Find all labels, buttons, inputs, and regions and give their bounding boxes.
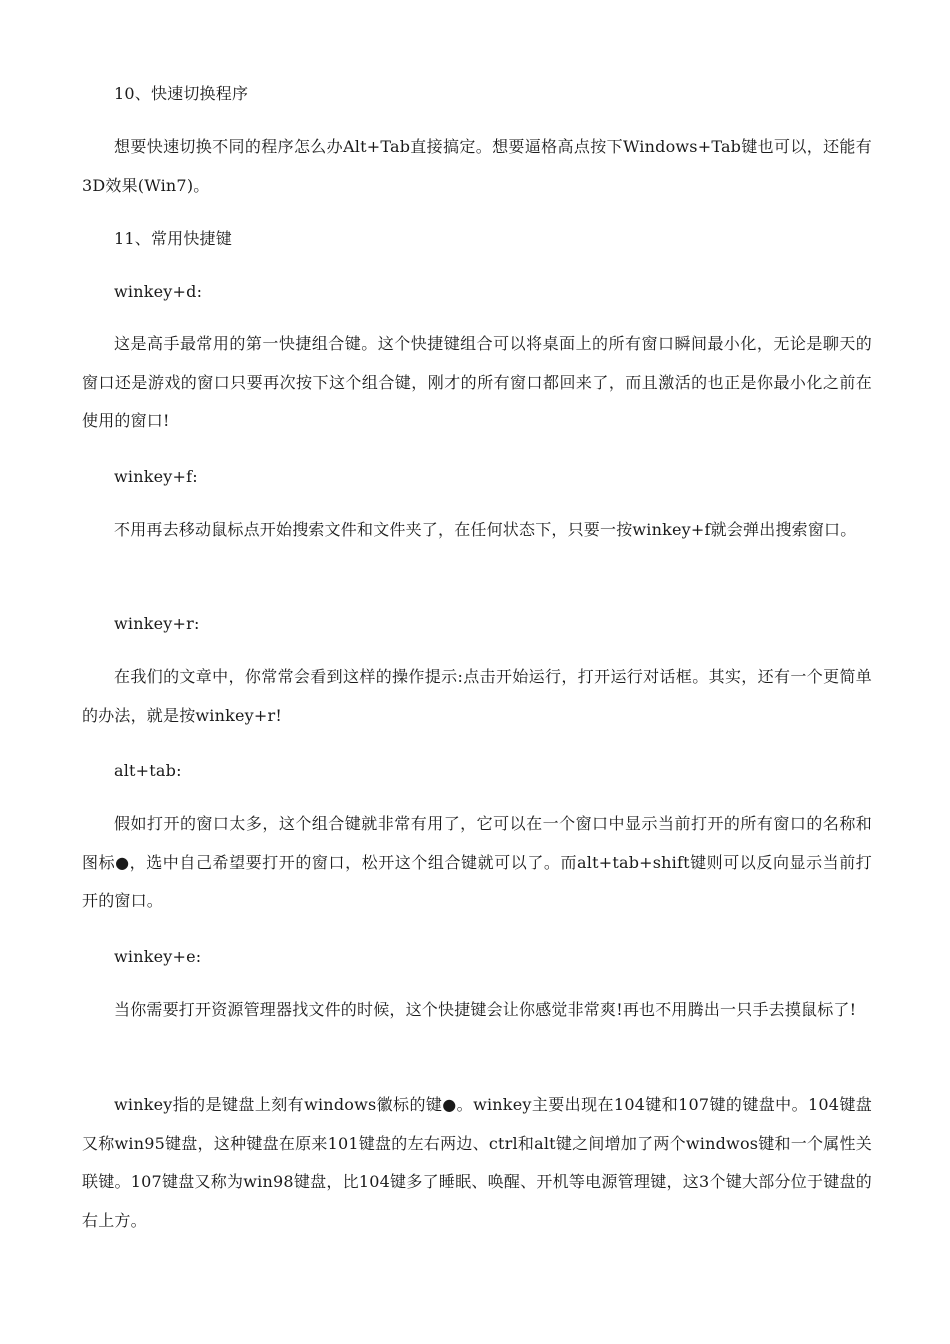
paragraph-winkey-e: 当你需要打开资源管理器找文件的时候，这个快捷键会让你感觉非常爽!再也不用腾出一只手去摸鼠标了! — [114, 1000, 857, 1019]
paragraph-winkey-explanation: winkey指的是键盘上刻有windows徽标的键●。winkey主要出现在104键和107键的键盘中。104键盘又称win95键盘，这种键盘在原来101键盘的左右两边、ctrl和alt键之间增加了两个windwos键和一个属性关联键。107键盘又称为win98键盘，比104键多了睡眠、唤醒、开机等电源管理键，这3个键大部分位于键盘的右上方。 — [82, 1095, 872, 1230]
paragraph-winkey-f: 不用再去移动鼠标点开始搜索文件和文件夹了，在任何状态下，只要一按winkey+f就会弹出搜索窗口。 — [114, 520, 857, 539]
shortcut-label-winkey-e: winkey+e: — [114, 947, 202, 966]
paragraph-winkey-d: 这是高手最常用的第一快捷组合键。这个快捷键组合可以将桌面上的所有窗口瞬间最小化，无论是聊天的窗口还是游戏的窗口只要再次按下这个组合键，刚才的所有窗口都回来了，而且激活的也正是你最小化之前在使用的窗口! — [82, 334, 872, 430]
paragraph-alt-tab-tip: 想要快速切换不同的程序怎么办Alt+Tab直接搞定。想要逼格高点按下Windows+Tab键也可以，还能有3D效果(Win7)。 — [82, 137, 872, 195]
shortcut-label-winkey-d: winkey+d: — [114, 282, 203, 301]
section-heading-quick-switch: 10、快速切换程序 — [114, 84, 249, 103]
shortcut-label-winkey-r: winkey+r: — [114, 614, 200, 633]
shortcut-label-alt-tab: alt+tab: — [114, 761, 182, 780]
paragraph-winkey-r: 在我们的文章中，你常常会看到这样的操作提示:点击开始运行，打开运行对话框。其实，还有一个更简单的办法，就是按winkey+r! — [82, 667, 872, 725]
section-heading-common-shortcuts: 11、常用快捷键 — [114, 229, 232, 248]
shortcut-label-winkey-f: winkey+f: — [114, 467, 198, 486]
paragraph-alt-tab: 假如打开的窗口太多，这个组合键就非常有用了，它可以在一个窗口中显示当前打开的所有窗口的名称和图标●，选中自己希望要打开的窗口，松开这个组合键就可以了。而alt+tab+shift键则可以反向显示当前打开的窗口。 — [82, 814, 872, 910]
